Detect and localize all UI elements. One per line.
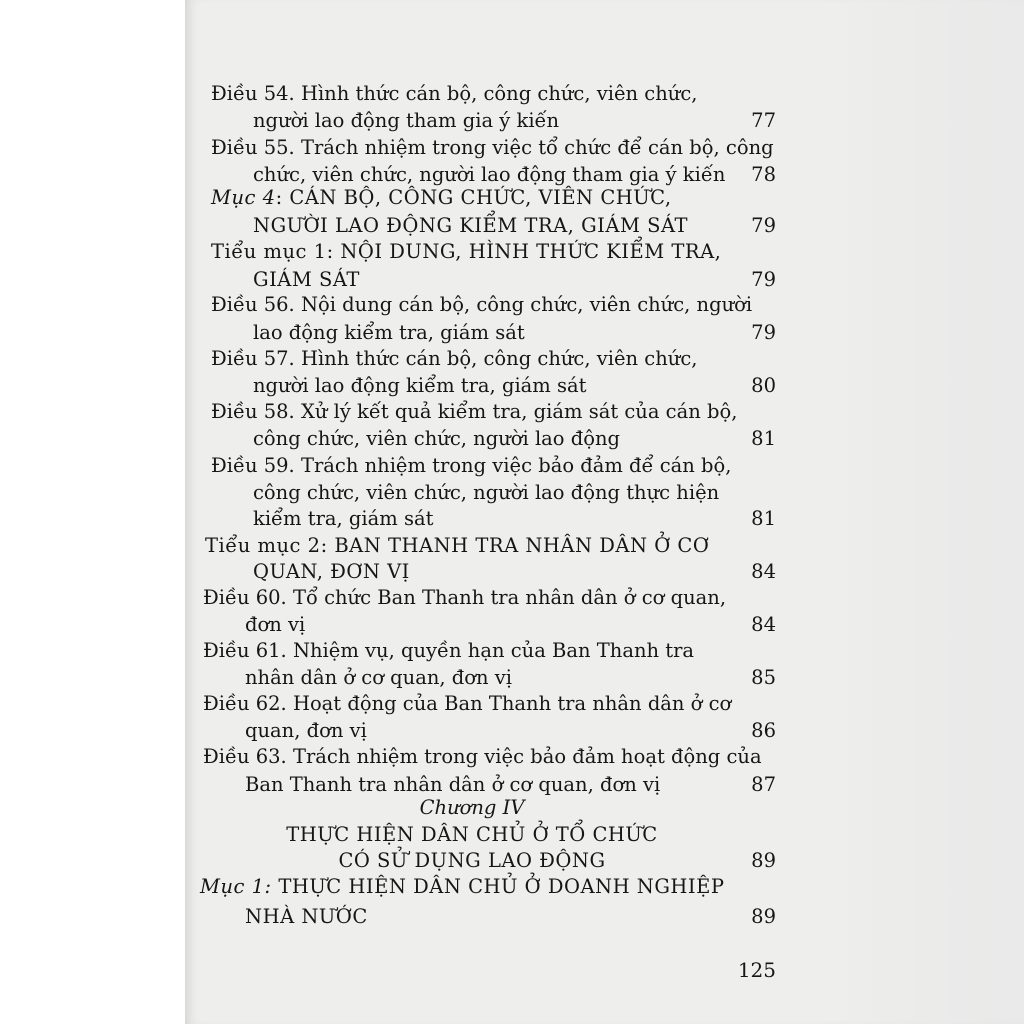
toc-entry-text: Chương IV (419, 796, 525, 819)
toc-entry-text: Điều 63. Trách nhiệm trong việc bảo đảm hoạt động của (203, 745, 762, 768)
toc-entry-text: quan, đơn vị (245, 719, 367, 742)
toc-page-number: 89 (751, 905, 776, 928)
toc-subsection-heading (0, 237, 1024, 267)
toc-entry (0, 424, 1024, 454)
toc-entry-text: NHÀ NƯỚC (245, 905, 368, 928)
toc-page-number: 84 (751, 560, 776, 583)
toc-entry (0, 636, 1024, 666)
toc-entry-text: Điều 60. Tổ chức Ban Thanh tra nhân dân ở cơ quan, (203, 586, 727, 609)
toc-entry-text: người lao động tham gia ý kiến (253, 109, 560, 132)
toc-entry-text: Điều 54. Hình thức cán bộ, công chức, viên chức, (211, 82, 698, 105)
toc-page-number: 85 (751, 666, 776, 689)
toc-entry (0, 397, 1024, 427)
toc-entry-text: THỰC HIỆN DÂN CHỦ Ở TỔ CHỨC (286, 823, 658, 846)
page-number: 125 (737, 958, 776, 982)
toc-entry-text: Mục 4: CÁN BỘ, CÔNG CHỨC, VIÊN CHỨC, (211, 186, 672, 209)
toc-entry-text: chức, viên chức, người lao động tham gia ý kiến (253, 163, 726, 186)
toc-entry-text: công chức, viên chức, người lao động thực hiện (253, 481, 720, 504)
toc-entry-text: Điều 59. Trách nhiệm trong việc bảo đảm để cán bộ, (211, 454, 732, 477)
toc-entry (0, 106, 1024, 136)
toc-entry-text: nhân dân ở cơ quan, đơn vị (245, 666, 513, 689)
toc-entry (0, 742, 1024, 772)
toc-page-number: 79 (751, 268, 776, 291)
toc-entry (0, 290, 1024, 320)
toc-page-number: 77 (751, 109, 776, 132)
toc-entry-text: Điều 56. Nội dung cán bộ, công chức, viên chức, người (211, 293, 753, 316)
toc-entry-text: CÓ SỬ DỤNG LAO ĐỘNG (338, 849, 606, 872)
toc-entry-text (200, 872, 725, 902)
toc-entry-text: QUAN, ĐƠN VỊ (253, 560, 410, 583)
toc-entry (0, 451, 1024, 481)
section-title: THỰC HIỆN DÂN CHỦ Ở DOANH NGHIỆP (278, 875, 725, 898)
toc-page-number: 87 (751, 773, 776, 796)
toc-page-number: 80 (751, 374, 776, 397)
toc-entry (0, 79, 1024, 109)
toc-entry-text: người lao động kiểm tra, giám sát (253, 374, 587, 397)
toc-entry (0, 689, 1024, 719)
toc-entry-text: Điều 61. Nhiệm vụ, quyền hạn của Ban Thanh tra (203, 639, 695, 662)
toc-entry-text: Điều 62. Hoạt động của Ban Thanh tra nhân dân ở cơ (203, 692, 732, 715)
toc-entry-text: GIÁM SÁT (253, 268, 360, 291)
toc-page-number: 89 (751, 849, 776, 872)
toc-page-number: 84 (751, 613, 776, 636)
toc-page-number: 79 (751, 321, 776, 344)
toc-entry-text: NGƯỜI LAO ĐỘNG KIỂM TRA, GIÁM SÁT (253, 214, 688, 237)
toc-entry-text: kiểm tra, giám sát (253, 507, 434, 530)
toc-section-heading (0, 872, 1024, 902)
toc-page-number: 79 (751, 214, 776, 237)
toc-entry (0, 504, 1024, 534)
toc-entry-text: Điều 58. Xử lý kết quả kiểm tra, giám sát của cán bộ, (211, 400, 738, 423)
toc-entry-text: lao động kiểm tra, giám sát (253, 321, 525, 344)
toc-entry-text: Tiểu mục 2: BAN THANH TRA NHÂN DÂN Ở CƠ (205, 534, 710, 557)
toc-entry-text: Tiểu mục 1: NỘI DUNG, HÌNH THỨC KIỂM TRA, (211, 240, 722, 263)
toc-entry (0, 133, 1024, 163)
toc-entry-text: Ban Thanh tra nhân dân ở cơ quan, đơn vị (245, 773, 661, 796)
toc-entry (0, 344, 1024, 374)
toc-entry-text: công chức, viên chức, người lao động (253, 427, 621, 450)
toc-page-number: 86 (751, 719, 776, 742)
toc-section-heading (0, 902, 1024, 932)
toc-entry-text: Điều 57. Hình thức cán bộ, công chức, viên chức, (211, 347, 698, 370)
toc-section-heading (0, 183, 1024, 213)
toc-entry-text: đơn vị (245, 613, 306, 636)
toc-entry (0, 583, 1024, 613)
chapter-label (0, 793, 1024, 823)
toc-page-number: 78 (751, 163, 776, 186)
toc-page-number: 81 (751, 507, 776, 530)
toc-page-number: 81 (751, 427, 776, 450)
toc-entry-text: Điều 55. Trách nhiệm trong việc tổ chức để cán bộ, công (211, 136, 774, 159)
section-label: Mục 1: (200, 875, 272, 898)
